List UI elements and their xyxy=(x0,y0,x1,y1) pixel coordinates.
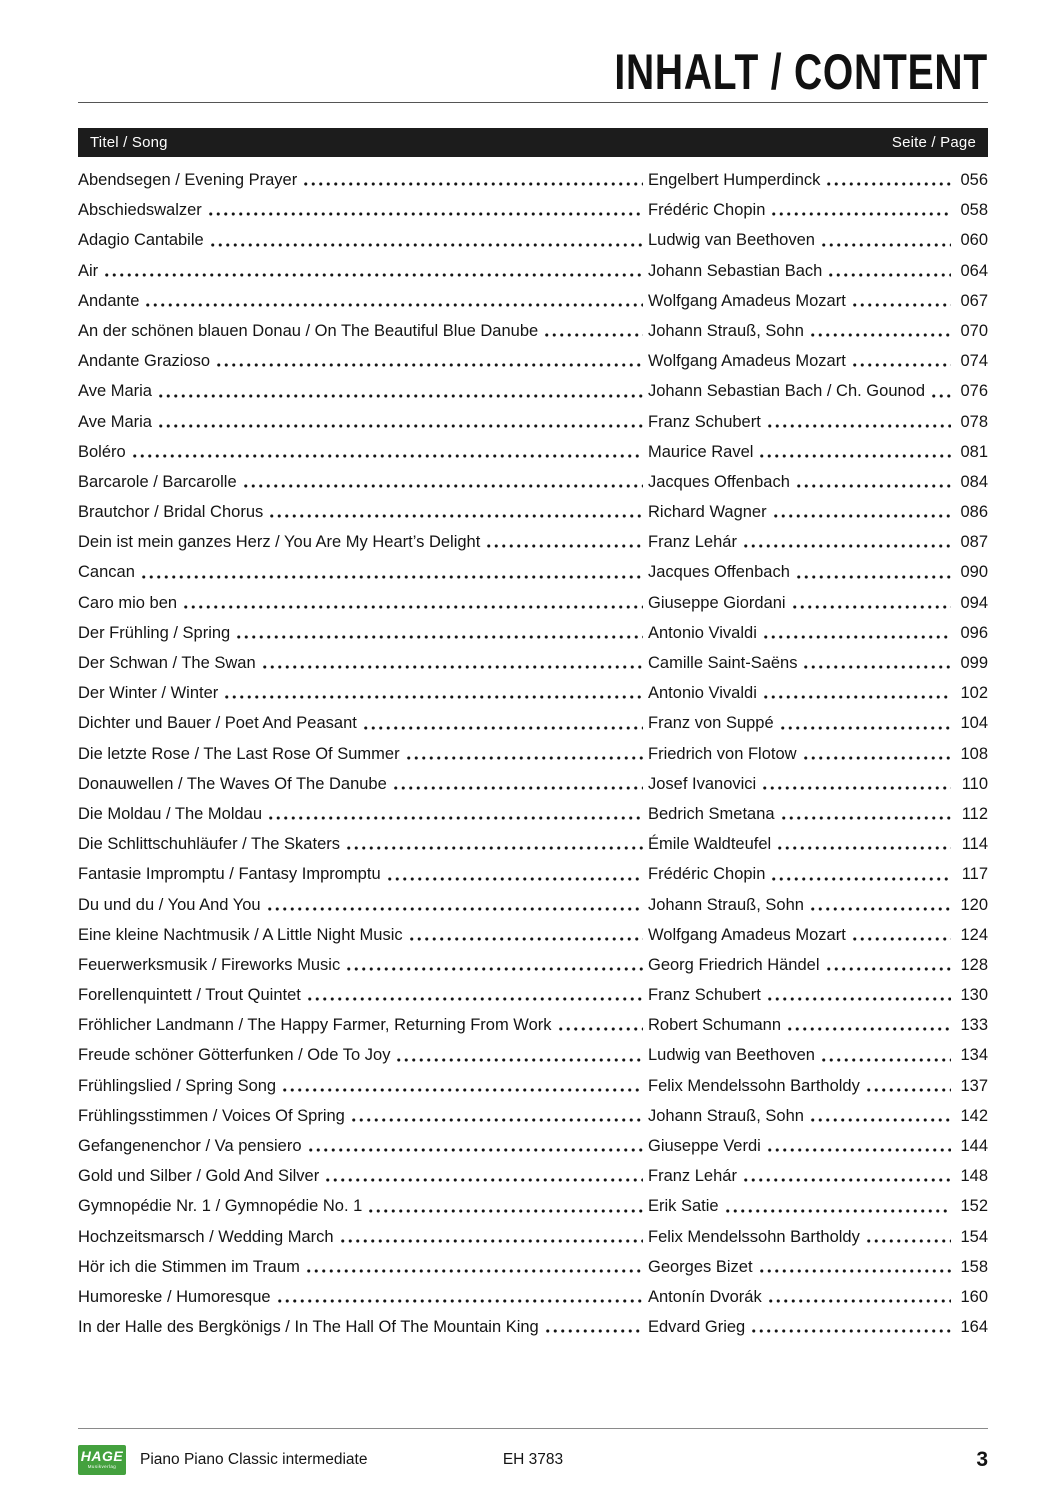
composer-cell xyxy=(648,618,988,648)
toc-row xyxy=(78,1312,988,1342)
toc-row xyxy=(78,1282,988,1312)
song-title: Fröhlicher Landmann / The Happy Farmer, Returning From Work xyxy=(78,1016,552,1035)
composer-name: Felix Mendelssohn Bartholdy xyxy=(648,1227,860,1246)
leader-dots xyxy=(207,212,643,216)
page-number: 144 xyxy=(960,1137,988,1155)
composer-name: Antonio Vivaldi xyxy=(648,684,757,703)
song-title: Gold und Silber / Gold And Silver xyxy=(78,1167,320,1186)
leader-dots xyxy=(235,635,643,639)
leader-dots xyxy=(362,726,643,730)
toc-row xyxy=(78,950,988,980)
song-title: Hör ich die Stimmen im Traum xyxy=(78,1257,300,1276)
page-number: 099 xyxy=(960,654,988,672)
composer-name: Johann Strauß, Sohn xyxy=(648,321,804,340)
page-number: 124 xyxy=(960,925,988,944)
composer-name: Johann Sebastian Bach / Ch. Gounod xyxy=(648,382,926,401)
page-number: 142 xyxy=(960,1106,988,1125)
leader-dots xyxy=(544,1329,643,1333)
leader-dots xyxy=(809,907,951,911)
composer-name: Felix Mendelssohn Bartholdy xyxy=(648,1076,860,1095)
song-title: Der Winter / Winter xyxy=(78,684,219,703)
song-title: Boléro xyxy=(78,442,126,461)
composer-cell xyxy=(648,1222,988,1252)
toc-row xyxy=(78,769,988,799)
composer-name: Richard Wagner xyxy=(648,503,767,522)
toc-row xyxy=(78,497,988,527)
page-number: 154 xyxy=(960,1227,988,1246)
leader-dots xyxy=(772,514,951,518)
song-title: Feuerwerksmusik / Fireworks Music xyxy=(78,955,341,974)
leader-dots xyxy=(770,212,951,216)
composer-name: Erik Satie xyxy=(648,1197,719,1216)
composer-name: Johann Sebastian Bach xyxy=(648,261,823,280)
toc-row xyxy=(78,346,988,376)
composer-cell xyxy=(648,1252,988,1282)
page-number: 117 xyxy=(961,865,988,884)
page-number: 148 xyxy=(960,1167,988,1186)
song-title: Gymnopédie Nr. 1 / Gymnopédie No. 1 xyxy=(78,1197,363,1216)
song-title: Gefangenenchor / Va pensiero xyxy=(78,1137,302,1155)
song-title: Dein ist mein ganzes Herz / You Are My Heart’s Delight xyxy=(78,533,481,552)
page-number: 160 xyxy=(960,1287,988,1306)
composer-cell xyxy=(648,1312,988,1342)
composer-name: Frédéric Chopin xyxy=(648,201,766,220)
toc-row xyxy=(78,1191,988,1221)
composer-cell xyxy=(648,256,988,286)
leader-dots xyxy=(307,1148,643,1152)
leader-dots xyxy=(742,544,951,548)
composer-name: Giuseppe Giordani xyxy=(648,593,786,612)
leader-dots xyxy=(281,1088,643,1092)
table-header-page: Seite / Page xyxy=(891,134,976,151)
page-number: 164 xyxy=(960,1318,988,1337)
leader-dots xyxy=(144,303,643,307)
catalog-number: EH 3783 xyxy=(502,1451,564,1468)
composer-cell xyxy=(648,920,988,950)
leader-dots xyxy=(786,1027,951,1031)
footer-page-number: 3 xyxy=(976,1448,988,1471)
leader-dots xyxy=(795,484,951,488)
composer-cell xyxy=(648,859,988,889)
title-rule xyxy=(78,102,988,103)
leader-dots xyxy=(779,726,951,730)
leader-dots xyxy=(820,1058,951,1062)
composer-cell xyxy=(648,1191,988,1221)
leader-dots xyxy=(543,333,643,337)
composer-cell xyxy=(648,769,988,799)
leader-dots xyxy=(266,907,643,911)
leader-dots xyxy=(825,967,952,971)
composer-cell xyxy=(648,527,988,557)
composer-cell xyxy=(648,799,988,829)
leader-dots xyxy=(276,1299,643,1303)
toc-row xyxy=(78,859,988,889)
leader-dots xyxy=(762,695,951,699)
leader-dots xyxy=(242,484,643,488)
table-header-bar xyxy=(78,128,988,157)
page-number: 133 xyxy=(960,1016,988,1035)
toc-row xyxy=(78,890,988,920)
page-number: 108 xyxy=(960,744,988,763)
song-title: Der Frühling / Spring xyxy=(78,623,231,642)
leader-dots xyxy=(324,1178,643,1182)
composer-name: Franz Schubert xyxy=(648,412,761,431)
song-title: Eine kleine Nachtmusik / A Little Night Music xyxy=(78,925,403,944)
page-number: 056 xyxy=(960,171,988,189)
toc-row xyxy=(78,980,988,1010)
song-title: Donauwellen / The Waves Of The Danube xyxy=(78,774,387,793)
toc-row xyxy=(78,376,988,406)
song-title: Der Schwan / The Swan xyxy=(78,654,256,672)
leader-dots xyxy=(809,333,951,337)
composer-cell xyxy=(648,346,988,376)
leader-dots xyxy=(851,937,951,941)
toc-row xyxy=(78,588,988,618)
toc-row xyxy=(78,407,988,437)
toc-row xyxy=(78,648,988,678)
page-number: 110 xyxy=(961,774,988,793)
composer-cell xyxy=(648,678,988,708)
toc-row xyxy=(78,467,988,497)
composer-name: Antonio Vivaldi xyxy=(648,623,757,642)
song-title: Fantasie Impromptu / Fantasy Impromptu xyxy=(78,865,381,884)
leader-dots xyxy=(223,695,643,699)
leader-dots xyxy=(305,1269,643,1273)
page-number: 104 xyxy=(960,714,988,733)
page-number: 087 xyxy=(960,533,988,552)
page-number: 128 xyxy=(960,955,988,974)
leader-dots xyxy=(865,1088,951,1092)
composer-name: Wolfgang Amadeus Mozart xyxy=(648,291,846,310)
leader-dots xyxy=(557,1027,644,1031)
composer-name: Georg Friedrich Händel xyxy=(648,955,820,974)
composer-cell xyxy=(648,1010,988,1040)
leader-dots xyxy=(157,394,643,398)
leader-dots xyxy=(762,635,951,639)
composer-name: Giuseppe Verdi xyxy=(648,1137,761,1155)
toc-row xyxy=(78,618,988,648)
leader-dots xyxy=(758,1269,951,1273)
composer-name: Jacques Offenbach xyxy=(648,472,790,491)
leader-dots xyxy=(267,816,643,820)
toc-row xyxy=(78,1131,988,1161)
footer-rule xyxy=(78,1428,988,1429)
song-title: Andante Grazioso xyxy=(78,352,211,371)
leader-dots xyxy=(827,273,951,277)
composer-name: Josef Ivanovici xyxy=(648,774,757,793)
composer-name: Jacques Offenbach xyxy=(648,563,790,582)
composer-name: Ludwig van Beethoven xyxy=(648,231,815,250)
leader-dots xyxy=(131,454,643,458)
page-number: 060 xyxy=(960,231,988,250)
composer-cell xyxy=(648,195,988,225)
composer-cell xyxy=(648,829,988,859)
composer-cell xyxy=(648,316,988,346)
composer-cell xyxy=(648,376,988,406)
toc-row xyxy=(78,1101,988,1131)
page-number: 134 xyxy=(960,1046,988,1065)
song-title: Humoreske / Humoresque xyxy=(78,1287,271,1306)
page-number: 067 xyxy=(960,291,988,310)
composer-name: Johann Strauß, Sohn xyxy=(648,1106,804,1125)
toc-row xyxy=(78,1010,988,1040)
toc-row xyxy=(78,708,988,738)
leader-dots xyxy=(761,786,951,790)
composer-cell xyxy=(648,1101,988,1131)
page-number: 074 xyxy=(960,352,988,371)
composer-name: Ludwig van Beethoven xyxy=(648,1046,815,1065)
composer-cell xyxy=(648,286,988,316)
page-number: 076 xyxy=(960,382,988,401)
title-wrap xyxy=(78,44,988,100)
toc-row xyxy=(78,225,988,255)
leader-dots xyxy=(780,816,951,820)
leader-dots xyxy=(302,182,643,186)
leader-dots xyxy=(367,1209,643,1213)
composer-name: Wolfgang Amadeus Mozart xyxy=(648,352,846,371)
song-title: Air xyxy=(78,261,99,280)
leader-dots xyxy=(809,1118,951,1122)
composer-cell xyxy=(648,1161,988,1191)
leader-dots xyxy=(770,877,951,881)
leader-dots xyxy=(350,1118,643,1122)
composer-name: Friedrich von Flotow xyxy=(648,744,797,763)
composer-cell xyxy=(648,497,988,527)
publisher-logo xyxy=(78,1445,126,1475)
publisher-logo-text: HAGE xyxy=(80,1448,124,1465)
leader-dots xyxy=(392,786,643,790)
page-number: 081 xyxy=(960,442,988,461)
page-number: 070 xyxy=(960,321,988,340)
toc-row xyxy=(78,256,988,286)
leader-dots xyxy=(930,394,951,398)
composer-name: Johann Strauß, Sohn xyxy=(648,895,804,914)
leader-dots xyxy=(802,756,951,760)
song-title: Dichter und Bauer / Poet And Peasant xyxy=(78,714,357,733)
leader-dots xyxy=(851,363,951,367)
song-title: Ave Maria xyxy=(78,382,152,401)
leader-dots xyxy=(825,182,951,186)
leader-dots xyxy=(345,967,643,971)
composer-name: Wolfgang Amadeus Mozart xyxy=(648,925,846,944)
composer-name: Franz von Suppé xyxy=(648,714,774,733)
composer-cell xyxy=(648,588,988,618)
song-title: Freude schöner Götterfunken / Ode To Joy xyxy=(78,1046,391,1065)
page-number: 078 xyxy=(960,412,988,431)
composer-cell xyxy=(648,890,988,920)
publisher-logo-subtext: Musikverlag xyxy=(87,1463,117,1469)
leader-dots xyxy=(766,997,951,1001)
song-title: Brautchor / Bridal Chorus xyxy=(78,503,264,522)
page-number: 137 xyxy=(960,1076,988,1095)
song-title: Die Schlittschuhläufer / The Skaters xyxy=(78,835,340,854)
page-number: 094 xyxy=(960,593,988,612)
leader-dots xyxy=(758,454,951,458)
toc-row xyxy=(78,165,988,195)
song-title: Frühlingslied / Spring Song xyxy=(78,1076,277,1095)
page-number: 064 xyxy=(960,261,988,280)
toc-row xyxy=(78,286,988,316)
composer-cell xyxy=(648,1040,988,1070)
leader-dots xyxy=(215,363,643,367)
song-title: An der schönen blauen Donau / On The Beautiful Blue Danube xyxy=(78,321,539,340)
toc-row xyxy=(78,557,988,587)
composer-name: Edvard Grieg xyxy=(648,1318,746,1337)
toc-row xyxy=(78,1040,988,1070)
leader-dots xyxy=(766,424,951,428)
toc-row xyxy=(78,527,988,557)
composer-cell xyxy=(648,739,988,769)
leader-dots xyxy=(209,243,643,247)
song-title: Adagio Cantabile xyxy=(78,231,204,250)
leader-dots xyxy=(742,1178,951,1182)
composer-cell xyxy=(648,165,988,195)
toc-row xyxy=(78,1161,988,1191)
page-number: 112 xyxy=(961,804,988,823)
leader-dots xyxy=(408,937,643,941)
toc-row xyxy=(78,437,988,467)
toc-row xyxy=(78,195,988,225)
toc-row xyxy=(78,1071,988,1101)
composer-name: Émile Waldteufel xyxy=(648,835,772,854)
song-title: Caro mio ben xyxy=(78,593,178,612)
composer-cell xyxy=(648,980,988,1010)
page-number: 158 xyxy=(960,1257,988,1276)
composer-name: Camille Saint-Saëns xyxy=(648,654,798,672)
song-title: Hochzeitsmarsch / Wedding March xyxy=(78,1227,334,1246)
composer-cell xyxy=(648,1071,988,1101)
footer xyxy=(78,1438,988,1482)
composer-cell xyxy=(648,648,988,678)
toc-row xyxy=(78,799,988,829)
series-title: Piano Piano Classic intermediate xyxy=(140,1451,368,1468)
leader-dots xyxy=(103,273,643,277)
page-number: 152 xyxy=(960,1197,988,1216)
song-title: Forellenquintett / Trout Quintet xyxy=(78,986,301,1005)
leader-dots xyxy=(820,243,951,247)
composer-cell xyxy=(648,557,988,587)
leader-dots xyxy=(339,1239,643,1243)
composer-name: Engelbert Humperdinck xyxy=(648,171,821,189)
song-title: Andante xyxy=(78,291,140,310)
song-title: Die letzte Rose / The Last Rose Of Summer xyxy=(78,744,400,763)
page-number: 086 xyxy=(960,503,988,522)
composer-name: Frédéric Chopin xyxy=(648,865,766,884)
page-number: 084 xyxy=(960,472,988,491)
leader-dots xyxy=(395,1058,643,1062)
toc-row xyxy=(78,829,988,859)
leader-dots xyxy=(724,1209,951,1213)
song-title: Barcarole / Barcarolle xyxy=(78,472,237,491)
leader-dots xyxy=(261,665,643,669)
composer-cell xyxy=(648,225,988,255)
leader-dots xyxy=(306,997,643,1001)
toc-row xyxy=(78,316,988,346)
leader-dots xyxy=(795,575,951,579)
leader-dots xyxy=(851,303,951,307)
page-number: 102 xyxy=(960,684,988,703)
song-title: Abendsegen / Evening Prayer xyxy=(78,171,298,189)
leader-dots xyxy=(140,575,643,579)
leader-dots xyxy=(485,544,643,548)
composer-cell xyxy=(648,1131,988,1161)
composer-name: Franz Lehár xyxy=(648,533,737,552)
composer-name: Bedrich Smetana xyxy=(648,804,775,823)
toc-row xyxy=(78,1222,988,1252)
song-title: Abschiedswalzer xyxy=(78,201,202,220)
composer-cell xyxy=(648,407,988,437)
composer-name: Franz Lehár xyxy=(648,1167,737,1186)
composer-cell xyxy=(648,708,988,738)
composer-name: Maurice Ravel xyxy=(648,442,754,461)
composer-cell xyxy=(648,1282,988,1312)
page-number: 114 xyxy=(961,835,988,854)
toc-row xyxy=(78,739,988,769)
composer-name: Robert Schumann xyxy=(648,1016,781,1035)
song-title: Die Moldau / The Moldau xyxy=(78,804,263,823)
leader-dots xyxy=(345,846,643,850)
page-title: INHALT / CONTENT xyxy=(614,44,988,100)
table-header-song: Titel / Song xyxy=(90,134,168,151)
page-number: 096 xyxy=(960,623,988,642)
page-number: 130 xyxy=(960,986,988,1005)
song-title: In der Halle des Bergkönigs / In The Hall Of The Mountain King xyxy=(78,1318,539,1337)
composer-name: Franz Schubert xyxy=(648,986,761,1005)
leader-dots xyxy=(386,877,643,881)
toc-row xyxy=(78,1252,988,1282)
song-title: Cancan xyxy=(78,563,135,582)
leader-dots xyxy=(182,605,643,609)
song-title: Du und du / You And You xyxy=(78,895,261,914)
song-title: Ave Maria xyxy=(78,412,152,431)
leader-dots xyxy=(750,1329,951,1333)
leader-dots xyxy=(865,1239,951,1243)
leader-dots xyxy=(767,1299,951,1303)
composer-cell xyxy=(648,467,988,497)
composer-name: Antonín Dvorák xyxy=(648,1287,762,1306)
leader-dots xyxy=(405,756,643,760)
leader-dots xyxy=(766,1148,951,1152)
page-number: 120 xyxy=(960,895,988,914)
composer-name: Georges Bizet xyxy=(648,1257,753,1276)
toc-list xyxy=(78,165,988,1342)
composer-cell xyxy=(648,437,988,467)
leader-dots xyxy=(157,424,643,428)
toc-row xyxy=(78,920,988,950)
composer-cell xyxy=(648,950,988,980)
page-number: 090 xyxy=(960,563,988,582)
leader-dots xyxy=(791,605,951,609)
page-number: 058 xyxy=(960,201,988,220)
toc-row xyxy=(78,678,988,708)
leader-dots xyxy=(802,665,951,669)
leader-dots xyxy=(268,514,643,518)
song-title: Frühlingsstimmen / Voices Of Spring xyxy=(78,1106,345,1125)
leader-dots xyxy=(776,846,951,850)
